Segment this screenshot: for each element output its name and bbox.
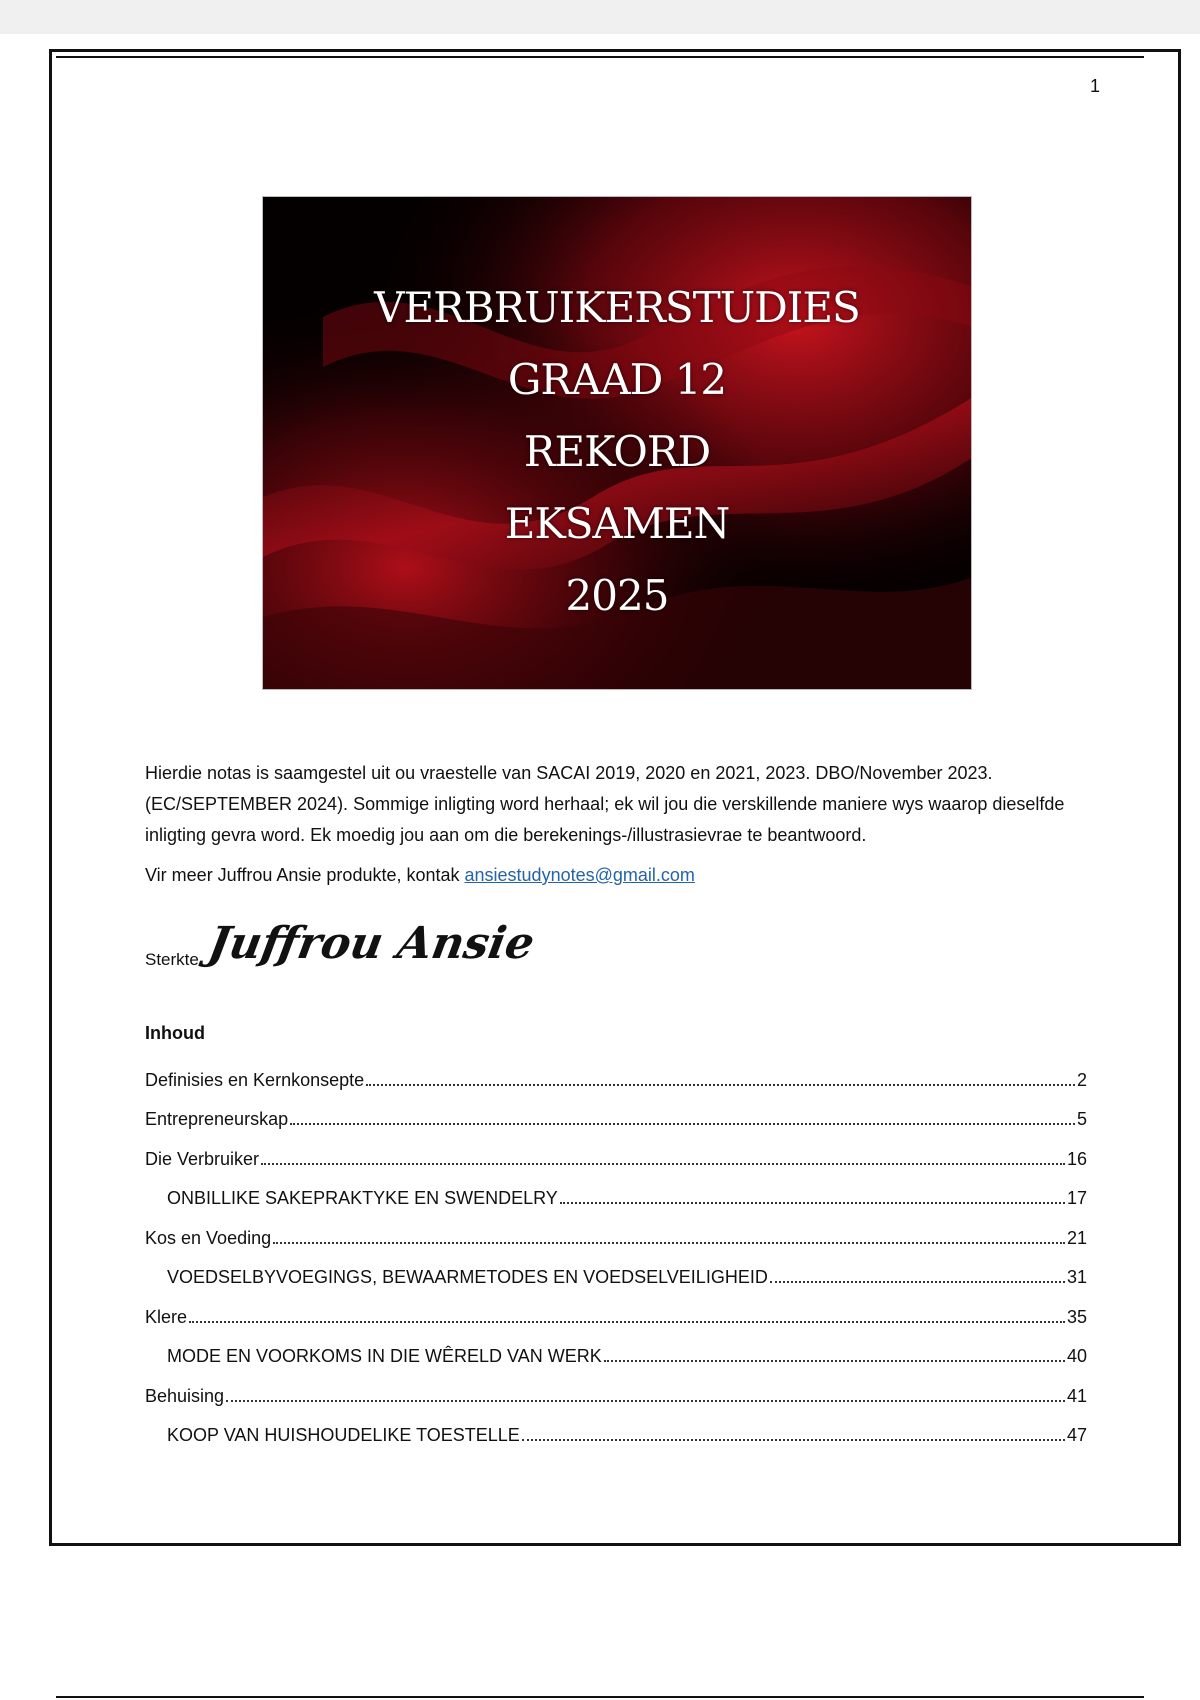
toc-entry-page: 47 bbox=[1066, 1425, 1087, 1445]
toc-subentry[interactable] bbox=[167, 1183, 1087, 1209]
toc-entry-page: 40 bbox=[1066, 1346, 1087, 1366]
toc-entry[interactable] bbox=[145, 1104, 1087, 1130]
cover-title-line: EKSAMEN bbox=[504, 499, 730, 548]
toc-leader bbox=[261, 1163, 1065, 1165]
signature-name: Juffrou Ansie bbox=[204, 918, 539, 969]
signature-label: Sterkte. bbox=[145, 950, 204, 969]
toc-entry-label: ONBILLIKE SAKEPRAKTYKE EN SWENDELRY bbox=[167, 1188, 558, 1208]
toc-entry[interactable] bbox=[145, 1065, 1087, 1091]
toc-entry-page: 41 bbox=[1066, 1386, 1087, 1406]
toc-subentry[interactable] bbox=[167, 1420, 1087, 1446]
toc-entry-label: MODE EN VOORKOMS IN DIE WÊRELD VAN WERK bbox=[167, 1346, 602, 1366]
toc-leader bbox=[560, 1202, 1065, 1204]
toc-subentry[interactable] bbox=[167, 1341, 1087, 1367]
toc-entry-label: Klere bbox=[145, 1307, 188, 1327]
cover-title-line: GRAAD 12 bbox=[507, 355, 727, 404]
toc-entry-page: 2 bbox=[1076, 1070, 1087, 1090]
toc-leader bbox=[226, 1400, 1065, 1402]
toc-entry-page: 21 bbox=[1066, 1228, 1087, 1248]
toc-leader bbox=[770, 1281, 1065, 1283]
toc-heading: Inhoud bbox=[145, 1023, 205, 1043]
toc-entry-label: KOOP VAN HUISHOUDELIKE TOESTELLE bbox=[167, 1425, 520, 1445]
toc-leader bbox=[189, 1321, 1065, 1323]
toc-entry-label: Entrepreneurskap bbox=[145, 1109, 289, 1129]
toc-subentry[interactable] bbox=[167, 1262, 1087, 1288]
contact-prefix: Vir meer Juffrou Ansie produkte, kontak bbox=[145, 865, 465, 885]
toc-leader bbox=[290, 1123, 1075, 1125]
viewer-top-bar bbox=[0, 0, 1200, 34]
toc-entry-label: Die Verbruiker bbox=[145, 1149, 260, 1169]
toc-entry-page: 35 bbox=[1066, 1307, 1087, 1327]
toc-leader bbox=[604, 1360, 1065, 1362]
contact-line bbox=[145, 865, 695, 886]
toc-entry-page: 5 bbox=[1076, 1109, 1087, 1129]
toc-entry-page: 31 bbox=[1066, 1267, 1087, 1287]
toc-entry[interactable] bbox=[145, 1302, 1087, 1328]
toc-leader bbox=[366, 1084, 1075, 1086]
next-page-top-rule bbox=[56, 1696, 1144, 1698]
cover-image bbox=[262, 196, 972, 690]
toc-entry[interactable] bbox=[145, 1144, 1087, 1170]
cover-title-block bbox=[263, 197, 971, 689]
contact-email-link[interactable]: ansiestudynotes@gmail.com bbox=[464, 865, 695, 885]
toc-leader bbox=[273, 1242, 1065, 1244]
intro-paragraph: Hierdie notas is saamgestel uit ou vraestelle van SACAI 2019, 2020 en 2021, 2023. DBO/November 2023. (EC/SEPTEMBER 2024). Sommige inligting word herhaal; ek wil jou die verskillende maniere wys waarop dieselfde inligting gevra word. Ek moedig jou aan om die berekenings-/illustrasievrae te beantwoord. bbox=[145, 763, 1065, 845]
toc-entry-label: Definisies en Kernkonsepte bbox=[145, 1070, 365, 1090]
toc-entry-page: 17 bbox=[1066, 1188, 1087, 1208]
page-number: 1 bbox=[1089, 76, 1100, 96]
toc-entry[interactable] bbox=[145, 1223, 1087, 1249]
cover-title-line: 2025 bbox=[565, 571, 669, 620]
toc-entry-label: Behuising bbox=[145, 1386, 225, 1406]
toc-leader bbox=[522, 1439, 1065, 1441]
toc-entry[interactable] bbox=[145, 1381, 1087, 1407]
toc-entry-page: 16 bbox=[1066, 1149, 1087, 1169]
toc-entry-label: Kos en Voeding bbox=[145, 1228, 272, 1248]
cover-title-line: VERBRUIKERSTUDIES bbox=[374, 283, 860, 332]
page-top-rule bbox=[56, 56, 1144, 58]
toc-entry-label: VOEDSELBYVOEGINGS, BEWAARMETODES EN VOEDSELVEILIGHEID bbox=[167, 1267, 768, 1287]
cover-title-line: REKORD bbox=[523, 427, 711, 476]
